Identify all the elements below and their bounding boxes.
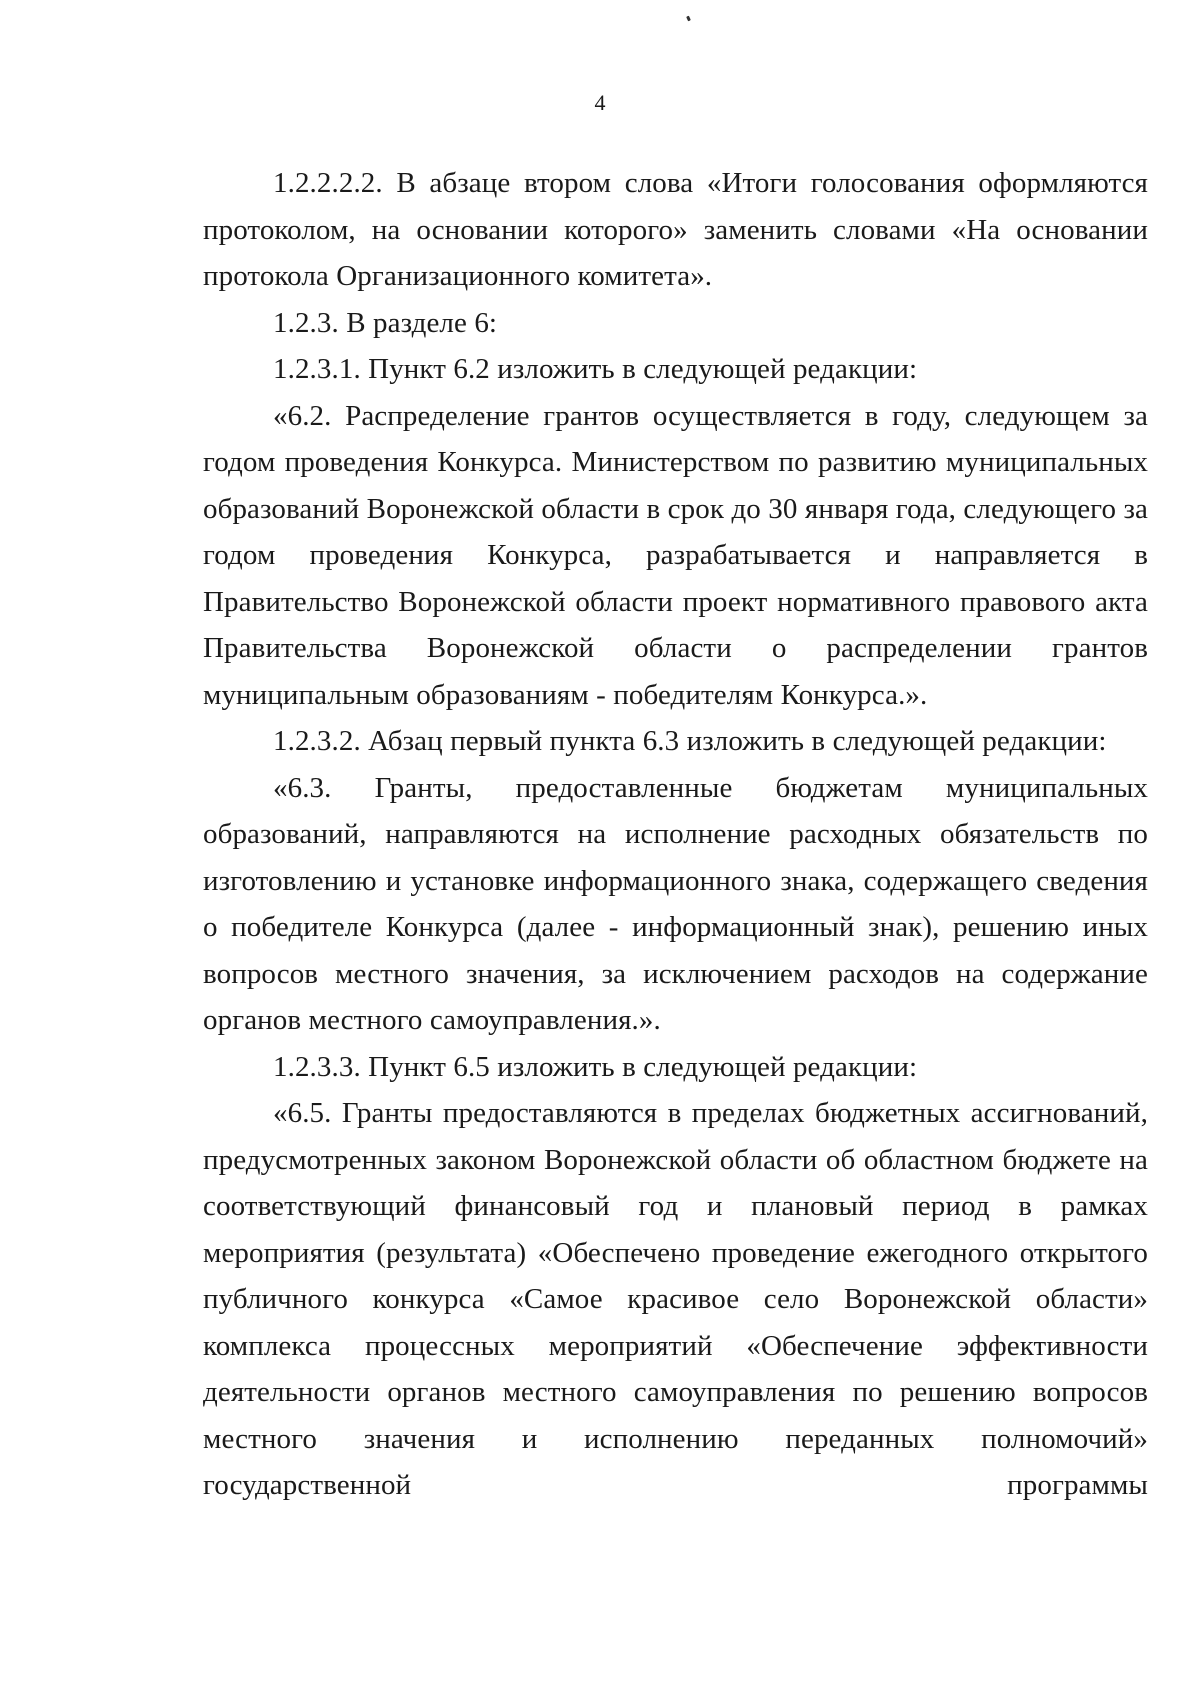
document-body (203, 160, 1148, 1509)
paragraph-quote-6-2: «6.2. Распределение грантов осуществляется в году, следующем за годом проведения Конкурса. Министерством по развитию муниципальных образований Воронежской области в срок до 30 января года, следующего за годом проведения Конкурса, разрабатывается и направляется в Правительство Воронежской области проект нормативного правового акта Правительства Воронежской области о распределении грантов муниципальным образованиям - победителям Конкурса.». (203, 399, 1148, 711)
paragraph-1-2-3-3: 1.2.3.3. Пункт 6.5 изложить в следующей редакции: (273, 1050, 918, 1083)
paragraph-1-2-3-2: 1.2.3.2. Абзац первый пункта 6.3 изложить в следующей редакции: (273, 725, 1107, 757)
paragraph-1-2-2-2-2: 1.2.2.2.2. В абзаце втором слова «Итоги голосования оформляются протоколом, на основании которого» заменить словами «На основании протокола Организационного комитета». (203, 167, 1148, 292)
scan-speck (686, 16, 691, 22)
paragraph-1-2-3: 1.2.3. В разделе 6: (273, 306, 498, 339)
paragraph-1-2-3-1: 1.2.3.1. Пункт 6.2 изложить в следующей редакции: (273, 353, 918, 385)
paragraph-quote-6-3: «6.3. Гранты, предоставленные бюджетам муниципальных образований, направляются на исполнение расходных обязательств по изготовлению и установке информационного знака, содержащего сведения о победителе Конкурса (далее - информационный знак), решению иных вопросов местного значения, за исключением расходов на содержание органов местного самоуправления.». (203, 771, 1148, 1036)
paragraph-quote-6-5: «6.5. Гранты предоставляются в пределах бюджетных ассигнований, предусмотренных законом Воронежской области об областном бюджете на соответствующий финансовый год и плановый период в рамках мероприятия (результата) «Обеспечено проведение ежегодного открытого публичного конкурса «Самое красивое село Воронежской области» комплекса процессных мероприятий «Обеспечение эффективности деятельности органов местного самоуправления по решению вопросов местного значения и исполнению переданных полномочий» государственной программы (203, 1097, 1148, 1501)
page-number: 4 (594, 90, 606, 115)
